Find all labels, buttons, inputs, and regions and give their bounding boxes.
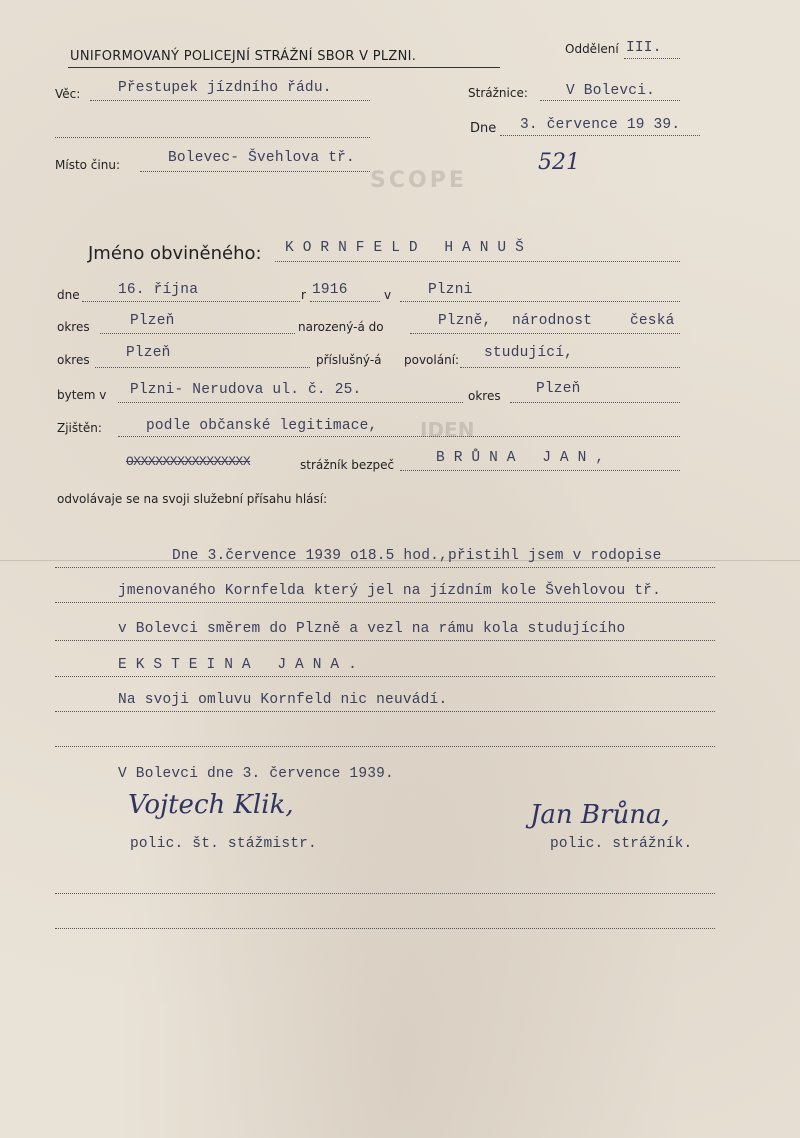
report-line: jmenovaného Kornfelda který jel na jízdním kole Švehlovou tř. — [118, 583, 661, 599]
year-value: 1916 — [312, 282, 348, 298]
right-signature: Jan Brůna, — [530, 800, 670, 830]
accused-name-label: Jméno obviněného: — [88, 243, 262, 264]
dotted-line — [510, 402, 680, 403]
dotted-line — [55, 746, 715, 747]
in-label: v — [384, 288, 392, 302]
faint-stamp-mark: ЅСОРЕ — [370, 168, 467, 193]
occupation-value: studující, — [484, 345, 574, 361]
officer-name-value: BRŮNA JAN, — [436, 450, 614, 466]
dotted-line — [55, 602, 715, 603]
district-value: Plzeň — [130, 313, 175, 329]
station-value: V Bolevci. — [566, 83, 656, 99]
place-value: Bolevec- Švehlova tř. — [168, 150, 355, 166]
born-in-label: narozený-á do — [298, 320, 384, 334]
closing-line: V Bolevci dne 3. července 1939. — [118, 766, 394, 782]
oath-text: odvolávaje se na svoji služební přísahu hlásí: — [57, 492, 328, 506]
dotted-line — [118, 436, 680, 437]
left-signature-title: polic. št. stážmistr. — [130, 836, 317, 852]
district-label: okres — [57, 320, 90, 334]
dotted-line — [275, 261, 680, 262]
dotted-line — [55, 676, 715, 677]
date-label: Dne — [470, 121, 497, 136]
matter-value: Přestupek jízdního řádu. — [118, 80, 332, 96]
dotted-line — [55, 137, 370, 138]
dotted-line — [118, 402, 463, 403]
district3-label: okres — [468, 389, 501, 403]
dotted-line — [410, 333, 680, 334]
place-label: Místo činu: — [55, 158, 120, 172]
district2-label: okres — [57, 353, 90, 367]
residence-label: bytem v — [57, 388, 107, 402]
accused-name-value: KORNFELD HANUŠ — [285, 240, 533, 256]
dotted-line — [540, 100, 680, 101]
dotted-line — [624, 58, 680, 59]
year-label: r — [301, 288, 306, 302]
dotted-line — [140, 171, 370, 172]
dotted-line — [55, 711, 715, 712]
dotted-line — [82, 301, 300, 302]
dotted-line — [90, 100, 370, 101]
dotted-line — [55, 640, 715, 641]
dotted-line — [55, 567, 715, 568]
report-line: Na svoji omluvu Kornfeld nic neuvádí. — [118, 692, 448, 708]
dotted-line — [95, 367, 310, 368]
station-label: Strážnice: — [468, 86, 528, 100]
struck-out-text: OXXXXXXXXXXXXXXXX — [126, 454, 251, 469]
reference-number: 521 — [538, 150, 580, 175]
report-line: v Bolevci směrem do Plzně a vezl na rámu kola studujícího — [118, 621, 626, 637]
faint-stamp-mark: IDEN — [420, 418, 475, 442]
dotted-line — [310, 301, 380, 302]
department-value: III. — [626, 40, 662, 56]
dotted-line — [400, 470, 680, 471]
department-label: Oddělení — [565, 42, 619, 56]
dotted-line — [55, 893, 715, 894]
dotted-line — [100, 333, 295, 334]
rank-label: strážník bezpeč — [300, 458, 395, 472]
right-signature-title: polic. strážník. — [550, 836, 693, 852]
district3-value: Plzeň — [536, 381, 581, 397]
dotted-line — [55, 928, 715, 929]
in-value: Plzni — [428, 282, 473, 298]
domicile-label: příslušný-á — [316, 353, 382, 367]
born-day-value: 16. října — [118, 282, 199, 298]
identified-value: podle občanské legitimace, — [146, 418, 378, 434]
date-value: 3. července 19 39. — [520, 117, 681, 133]
born-in-value: Plzně, — [438, 313, 492, 329]
office-title-underline — [68, 67, 500, 68]
report-line: Dne 3.července 1939 o18.5 hod.,přistihl jsem v rodopise — [172, 548, 662, 564]
nationality-value: česká — [630, 313, 675, 329]
dotted-line — [400, 301, 680, 302]
report-line: EKSTEINA JANA. — [118, 657, 366, 673]
dotted-line — [500, 135, 700, 136]
nationality-label: národnost — [512, 313, 593, 329]
occupation-label: povolání: — [404, 353, 460, 367]
dotted-line — [460, 367, 680, 368]
left-signature: Vojtech Klik, — [128, 790, 294, 820]
residence-value: Plzni- Nerudova ul. č. 25. — [130, 382, 362, 398]
matter-label: Věc: — [55, 87, 81, 101]
born-label: dne — [57, 288, 80, 302]
office-title: UNIFORMOVANÝ POLICEJNÍ STRÁŽNÍ SBOR V PLZNI. — [70, 49, 417, 64]
identified-label: Zjištěn: — [57, 421, 102, 435]
district2-value: Plzeň — [126, 345, 171, 361]
